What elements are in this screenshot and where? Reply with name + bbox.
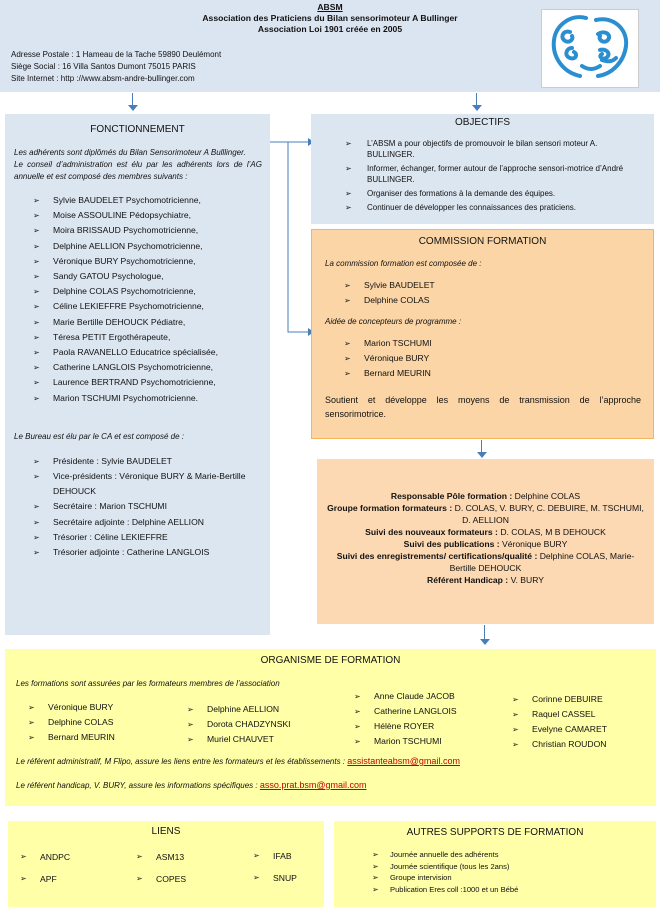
- list-item: ➢ Marion TSCHUMI: [342, 336, 653, 351]
- liens-col-1: [18, 846, 70, 890]
- pole-suivi-publications: [325, 538, 646, 550]
- liens-title: LIENS: [151, 826, 181, 837]
- organisme-title: ORGANISME DE FORMATION: [260, 655, 401, 666]
- value: V. BURY: [510, 575, 545, 585]
- value: D. COLAS, M B DEHOUCK: [500, 527, 606, 537]
- list-item: ➢ Evelyne CAMARET: [510, 722, 607, 737]
- commission-aide: Aidée de concepteurs de programme :: [325, 317, 462, 326]
- pole-responsable: [325, 490, 646, 502]
- list-item: ➢ Marion TSCHUMI: [352, 734, 457, 749]
- acronym: ABSM: [317, 2, 343, 12]
- list-item: ➢ Vice-présidents : Véronique BURY & Marie-Bertille DEHOUCK: [31, 469, 270, 499]
- list-item: ➢ Delphine AELLION: [185, 702, 291, 717]
- list-item: ➢ Delphine COLAS: [26, 715, 115, 730]
- bureau-list: [31, 454, 270, 560]
- fonctionnement-box: [5, 114, 270, 635]
- concepteurs-list: [342, 336, 653, 381]
- list-item: ➢ L’ABSM a pour objectifs de promouvoir le bilan sensori moteur A. BULLINGER.: [343, 138, 646, 160]
- arrow-down-icon: [128, 93, 138, 111]
- formateurs-col-1: [26, 700, 115, 745]
- list-item: ➢ ASM13: [134, 846, 186, 868]
- list-item: ➢ Véronique BURY: [26, 700, 115, 715]
- formateurs-col-2: [185, 702, 291, 747]
- list-item: ➢ Catherine LANGLOIS Psychomotricienne,: [31, 360, 270, 375]
- commission-composed: La commission formation est composée de :: [325, 259, 482, 268]
- fonctionnement-intro: [14, 147, 262, 183]
- list-item: ➢ Delphine COLAS: [342, 293, 653, 308]
- pole-referent-handicap: [325, 574, 646, 586]
- list-item: ➢ Véronique BURY Psychomotricienne,: [31, 254, 270, 269]
- list-item: ➢ Sylvie BAUDELET Psychomotricienne,: [31, 193, 270, 208]
- value: D. COLAS, V. BURY, C. DEBUIRE, M. TSCHUMI, D. AELLION: [454, 503, 644, 525]
- bureau-intro: Le Bureau est élu par le CA et est composé de :: [14, 431, 185, 441]
- list-item: ➢ ANDPC: [18, 846, 70, 868]
- list-item: ➢ Trésorier adjointe : Catherine LANGLOIS: [31, 545, 270, 560]
- objectifs-title: OBJECTIFS: [454, 117, 510, 128]
- list-item: ➢ Secrétaire adjointe : Delphine AELLION: [31, 515, 270, 530]
- list-item: ➢ Paola RAVANELLO Educatrice spécialisée,: [31, 345, 270, 360]
- list-item: ➢ Organiser des formations à la demande des équipes.: [343, 188, 646, 199]
- liens-col-3: [251, 845, 297, 889]
- list-item: ➢ Téresa PETIT Ergothérapeute,: [31, 330, 270, 345]
- list-item: ➢ APF: [18, 868, 70, 890]
- header: [0, 0, 660, 92]
- value: Delphine COLAS, Marie-Bertille DEHOUCK: [449, 551, 635, 573]
- list-item: ➢ Muriel CHAUVET: [185, 732, 291, 747]
- label: Suivi des publications :: [403, 539, 500, 549]
- organisme-lead: Les formations sont assurées par les formateurs membres de l’association: [16, 679, 280, 688]
- ref-admin-text: Le référent administratif, M Flipo, assure les liens entre les formateurs et les établissements :: [16, 757, 346, 766]
- postal-address: Adresse Postale : 1 Hameau de la Tache 59890 Deulémont: [11, 50, 222, 59]
- list-item: ➢ Sylvie BAUDELET: [342, 278, 653, 293]
- list-item: ➢ IFAB: [251, 845, 297, 867]
- list-item: ➢ Informer, échanger, former autour de l’approche sensori-motrice d’André BULLINGER.: [343, 163, 646, 185]
- referent-handicap: [16, 780, 367, 790]
- pole-groupe: [325, 502, 646, 526]
- addresses: [11, 49, 221, 85]
- label: Suivi des nouveaux formateurs :: [365, 527, 498, 537]
- ref-handicap-email-link[interactable]: asso.prat.bsm@gmail.com: [259, 780, 367, 790]
- liens-col-2: [134, 846, 186, 890]
- connector-arrows: [268, 136, 316, 336]
- list-item: ➢ Christian ROUDON: [510, 737, 607, 752]
- list-item: ➢ Dorota CHADZYNSKI: [185, 717, 291, 732]
- autres-supports-box: [334, 821, 656, 907]
- autres-title: AUTRES SUPPORTS DE FORMATION: [406, 827, 584, 838]
- list-item: ➢ Delphine COLAS Psychomotricienne,: [31, 284, 270, 299]
- list-item: ➢ Trésorier : Céline LEKIEFFRE: [31, 530, 270, 545]
- referent-administratif: [16, 756, 460, 766]
- siege-address: Siège Social : 16 Villa Santos Dumont 75015 PARIS: [11, 62, 196, 71]
- list-item: ➢ Journée annuelle des adhérents: [370, 849, 656, 861]
- association-legal: Association Loi 1901 créée en 2005: [257, 24, 403, 34]
- ref-admin-email-link[interactable]: assistanteabsm@gmail.com: [347, 756, 460, 766]
- commission-title: COMMISSION FORMATION: [418, 236, 547, 247]
- fonctionnement-title: FONCTIONNEMENT: [90, 124, 185, 135]
- commission-description: Soutient et développe les moyens de transmission de l’approche sensorimotrice.: [325, 395, 641, 419]
- list-item: ➢ Hélène ROYER: [352, 719, 457, 734]
- liens-box: [8, 821, 324, 907]
- list-item: ➢ Bernard MEURIN: [26, 730, 115, 745]
- list-item: ➢ Présidente : Sylvie BAUDELET: [31, 454, 270, 469]
- arrow-down-icon: [472, 93, 482, 111]
- list-item: ➢ Véronique BURY: [342, 351, 653, 366]
- stylized-faces-logo-icon: [541, 9, 639, 88]
- list-item: ➢ Corinne DEBUIRE: [510, 692, 607, 707]
- list-item: ➢ SNUP: [251, 867, 297, 889]
- list-item: ➢ Bernard MEURIN: [342, 366, 653, 381]
- list-item: ➢ Publication Eres coll :1000 et un Bébé: [370, 884, 656, 896]
- list-item: ➢ Moira BRISSAUD Psychomotricienne,: [31, 223, 270, 238]
- intro-line-1: Les adhérents sont diplômés du Bilan Sensorimoteur A Bulllinger.: [14, 148, 246, 157]
- objectifs-box: [311, 114, 654, 224]
- list-item: ➢ Groupe intervision: [370, 872, 656, 884]
- list-item: ➢ Marie Bertille DEHOUCK Pédiatre,: [31, 315, 270, 330]
- label: Référent Handicap :: [426, 575, 509, 585]
- pole-suivi-enregistrements: [325, 550, 646, 574]
- autres-list: [370, 849, 656, 895]
- value: Véronique BURY: [502, 539, 568, 549]
- list-item: ➢ Anne Claude JACOB: [352, 689, 457, 704]
- list-item: ➢ Catherine LANGLOIS: [352, 704, 457, 719]
- ca-members-list: [31, 193, 270, 406]
- list-item: ➢ Delphine AELLION Psychomotricienne,: [31, 239, 270, 254]
- label: Suivi des enregistrements/ certifications/qualité :: [336, 551, 538, 561]
- header-titles: [130, 2, 530, 35]
- list-item: ➢ Sandy GATOU Psychologue,: [31, 269, 270, 284]
- list-item: ➢ Raquel CASSEL: [510, 707, 607, 722]
- formateurs-col-4: [510, 692, 607, 752]
- list-item: ➢ COPES: [134, 868, 186, 890]
- ref-handicap-text: Le référent handicap, V. BURY, assure les informations spécifiques :: [16, 781, 258, 790]
- intro-line-2: Le conseil d’administration est élu par les adhérents lors de l’AG annuelle et est composé des membres suivants :: [14, 160, 262, 181]
- arrow-down-icon: [480, 625, 490, 645]
- pole-lines: [317, 490, 654, 586]
- association-name: Association des Praticiens du Bilan sensorimoteur A Bullinger: [202, 13, 458, 23]
- list-item: ➢ Céline LEKIEFFRE Psychomotricienne,: [31, 299, 270, 314]
- pole-formation-box: [317, 459, 654, 624]
- arrow-down-icon: [477, 440, 487, 458]
- list-item: ➢ Secrétaire : Marion TSCHUMI: [31, 499, 270, 514]
- commission-formation-box: [311, 229, 654, 439]
- formateurs-col-3: [352, 689, 457, 749]
- list-item: ➢ Marion TSCHUMI Psychomotricienne.: [31, 391, 270, 406]
- organisme-formation-box: [5, 649, 656, 806]
- pole-suivi-nouveaux: [325, 526, 646, 538]
- list-item: ➢ Moise ASSOULINE Pédopsychiatre,: [31, 208, 270, 223]
- objectifs-list: [343, 138, 646, 213]
- value: Delphine COLAS: [514, 491, 581, 501]
- commission-members-list: [342, 278, 653, 308]
- list-item: ➢ Journée scientifique (tous les 2ans): [370, 861, 656, 873]
- list-item: ➢ Laurence BERTRAND Psychomotricienne,: [31, 375, 270, 390]
- label: Groupe formation formateurs :: [327, 503, 453, 513]
- list-item: ➢ Continuer de développer les connaissances des praticiens.: [343, 202, 646, 213]
- label: Responsable Pôle formation :: [390, 491, 513, 501]
- website: Site Internet : http ://www.absm-andre-bullinger.com: [11, 74, 195, 83]
